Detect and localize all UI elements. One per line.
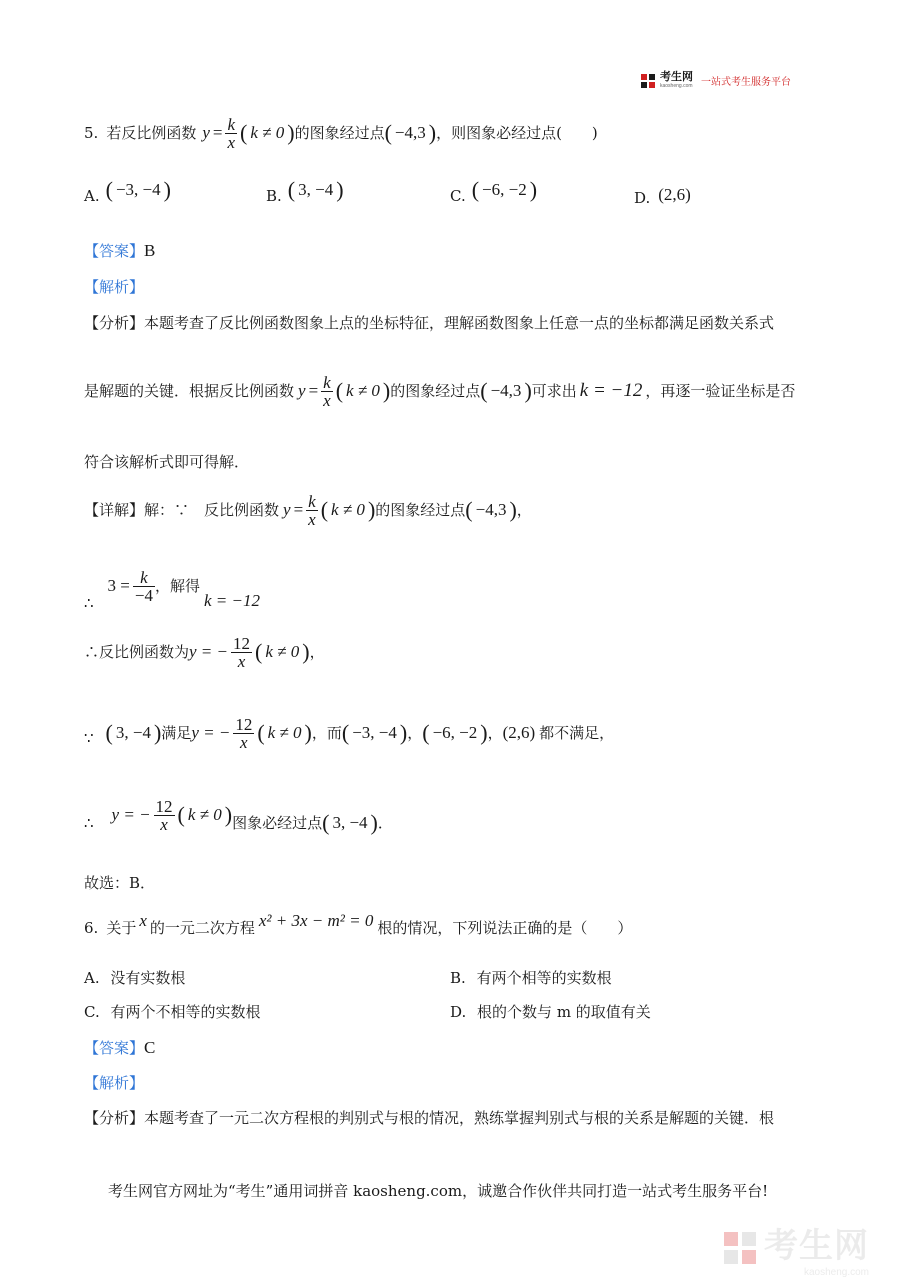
option-value: −3, −4 [115,180,161,199]
because-symbol: ∵ [84,729,94,747]
step3-text: 满足 [161,724,192,742]
q6-option-d [450,1002,651,1022]
func-eq: = [308,381,319,400]
header-logo [640,72,791,89]
q5-func-eq: = [212,123,223,142]
option-label: D. [450,1003,467,1021]
q6-fenxi [84,1108,774,1128]
q5-mid: 的图象经过点 [294,124,385,142]
step2-function: y = − $\frac{12}{x}$ ( k ≠ 0 ) [189,633,310,671]
option-value: 3, −4 [298,180,334,199]
k-value: k = −12 [579,380,643,401]
option-label: C. [84,1003,100,1021]
answer-tag: 【答案】 [84,242,145,260]
q5-option-a: A. ( −3, −4 ) [84,177,171,205]
q5-prefix: 若反比例函数 [106,124,197,142]
fraction [133,569,155,604]
q6-option-a [84,968,185,988]
q5-detail-line1: 【详解】 解：∵ 反比例函数 y = $\frac{k}{x}$ ( k ≠ 0 ) 的图象经过点 ( −4,3 ) ， [84,491,532,529]
option-value: −6, −2 [482,180,527,199]
q5-suffix: ，则图象必经过点( ) [436,124,598,142]
fenxi-tag: 【分析】 [84,314,145,332]
fraction [154,798,175,833]
fenxi-function: y = $\frac{k}{x}$ ( k ≠ 0 ) [298,372,391,410]
point-value: −4,3 [490,381,522,400]
condition: k ≠ 0 [187,805,222,824]
frac-num: k [323,372,331,392]
fenxi-text: 本题考查了一元二次方程根的判别式与根的情况，熟练掌握判别式与根的关系是解题的关键．根 [144,1109,775,1127]
func-lhs: y = − [111,805,151,824]
frac-num: 12 [155,796,173,816]
option-text: 根的个数与 m 的取值有关 [477,1003,651,1021]
q6-equation: x² + 3x − m² = 0 [258,911,374,930]
logo-name: 考生网 [660,71,693,83]
point-value: 3, −4 [332,813,368,832]
frac-num: k [308,491,316,511]
q6-option-b [450,968,612,988]
footer-text: 考生网官方网址为“考生”通用词拼音 kaosheng.com，诚邀合作伙伴共同打造一站式考生服务平台! [108,1182,769,1200]
frac-den: x [323,390,331,410]
frac-den: x [237,651,246,671]
detail-text: ， [516,501,532,519]
step2-text: ， [309,643,325,661]
separator: ， [487,724,503,742]
fraction [306,493,318,528]
q6-mid: 的一元二次方程 [149,919,255,937]
step3-text: 都不满足， [539,724,615,742]
q5-step2 [84,627,325,677]
q5-step4: ∴ y = − $\frac{12}{x}$ ( k ≠ 0 ) 图象必经过点 ( 3, −4 ) ． [84,796,393,835]
q5-answer [84,241,155,261]
frac-den: −4 [134,585,153,605]
option-label: C. [450,187,466,205]
condition: k ≠ 0 [331,500,365,519]
option-text: 有两个相等的实数根 [476,969,612,987]
watermark-domain: kaosheng.com [803,1267,869,1278]
option-text: 有两个不相等的实数根 [110,1003,261,1021]
func-y: y [283,500,291,519]
step3-function: y = − $\frac{12}{x}$ ( k ≠ 0 ) [191,714,312,752]
step4-function: y = − $\frac{12}{x}$ ( k ≠ 0 ) [111,796,233,834]
header-slogan: 一站式考生服务平台 [701,77,791,88]
q5-point-value: −4,3 [394,123,426,142]
step2-text: ∴反比例函数为 [84,643,190,661]
q5-conclusion: 故选：B． [84,874,156,892]
point-value: −6, −2 [432,723,478,742]
q5-step1 [84,564,260,614]
step3-text: ，而 [311,724,342,742]
kaosheng-logo-icon [640,73,656,89]
q6-var: x [139,911,147,930]
watermark-text: 考生网 [764,1227,869,1265]
point-value: (2,6) [502,723,536,742]
frac-num: k [133,569,155,587]
detail-function: y = $\frac{k}{x}$ ( k ≠ 0 ) [283,491,376,529]
q5-frac-den: x [227,132,236,152]
frac-num: 12 [233,633,251,653]
option-value: (2,6) [658,185,691,204]
q5-fraction [225,116,237,151]
q6-stem [84,906,632,950]
fraction [321,374,333,409]
q6-analysis-tag: 【解析】 [84,1074,145,1092]
q6-prefix: 关于 [106,919,137,937]
option-label: D. [634,189,651,207]
separator: ， [407,724,423,742]
watermark [722,1218,869,1278]
step1-text: ，解得 [154,577,200,595]
step1-lhs: 3 = [107,576,130,595]
q5-fenxi-line2: 是解题的关键．根据反比例函数 y = $\frac{k}{x}$ ( k ≠ 0 ) 的图象经过点 ( −4,3 ) 可求出 k = −12 ，再逐一验证坐标是否 [84,372,796,410]
watermark-logo-icon [722,1230,758,1266]
func-y: y [298,381,306,400]
frac-den: x [308,509,316,529]
q5-option-d [634,185,691,208]
frac-num: 12 [235,714,253,734]
q6-answer [84,1038,155,1058]
fenxi-text: 本题考查了反比例函数图象上点的坐标特征，理解函数图象上任意一点的坐标都满足函数关系式 [144,314,775,332]
q5-fenxi-line1 [84,313,774,333]
fraction [231,635,252,670]
step4-end: ． [377,814,393,832]
step1-k: k = −12 [204,591,260,610]
q5-option-c: C. ( −6, −2 ) [450,177,538,205]
q5-number: 5. [84,124,99,142]
detail-text: 的图象经过点 [375,501,466,519]
frac-den: x [240,732,248,752]
fenxi-text: ，再逐一验证坐标是否 [645,382,796,400]
fenxi-text: 是解题的关键．根据反比例函数 [84,382,295,400]
condition: k ≠ 0 [267,723,302,742]
q5-condition: k ≠ 0 [250,123,285,142]
func-eq: = [293,500,304,519]
option-label: B. [266,187,282,205]
q5-analysis-tag: 【解析】 [84,278,145,296]
fenxi-text: 的图象经过点 [390,382,481,400]
detail-text: 解：∵ 反比例函数 [144,501,280,519]
q5-function: y = $\frac{k}{x}$ ( k ≠ 0 ) [202,114,295,152]
point-value: −4,3 [475,500,507,519]
therefore-symbol: ∴ [84,814,94,832]
q5-step3: ∵ ( 3, −4 ) 满足 y = − $\frac{12}{x}$ ( k ≠ 0 ) ，而 ( −3, −4 ) ， ( −6, −2 ) ， (2,6) 都不满足， [84,714,615,752]
point-value: −3, −4 [352,723,397,742]
option-label: A. [84,969,100,987]
fraction [233,716,254,751]
q6-number: 6. [84,919,99,937]
logo-domain: kaosheng.com [660,83,693,89]
point-value: 3, −4 [115,723,151,742]
answer-value: C [144,1038,156,1057]
q5-option-b: B. ( 3, −4 ) [266,177,344,205]
detail-tag: 【详解】 [84,501,145,519]
therefore-symbol: ∴ [84,594,94,612]
condition: k ≠ 0 [265,642,300,661]
func-lhs: y = − [189,642,229,661]
q6-suffix: 根的情况，下列说法正确的是（ ） [377,919,633,937]
q5-fenxi-line3: 符合该解析式即可得解． [84,453,250,471]
step4-text: 图象必经过点 [232,814,323,832]
answer-tag: 【答案】 [84,1039,145,1057]
fenxi-text: 可求出 [531,382,577,400]
func-lhs: y = − [191,723,231,742]
q5-stem [84,108,598,158]
condition: k ≠ 0 [346,381,380,400]
q5-point: ( −4,3 ) [384,120,437,145]
fenxi-tag: 【分析】 [84,1109,145,1127]
q6-option-c [84,1002,261,1022]
step1-equation [108,569,155,604]
q5-frac-num: k [227,114,236,134]
q5-func-y: y [202,123,210,142]
option-text: 没有实数根 [110,969,186,987]
answer-value: B [144,241,156,260]
option-label: B. [450,969,466,987]
option-label: A. [84,187,100,205]
frac-den: x [160,814,168,834]
